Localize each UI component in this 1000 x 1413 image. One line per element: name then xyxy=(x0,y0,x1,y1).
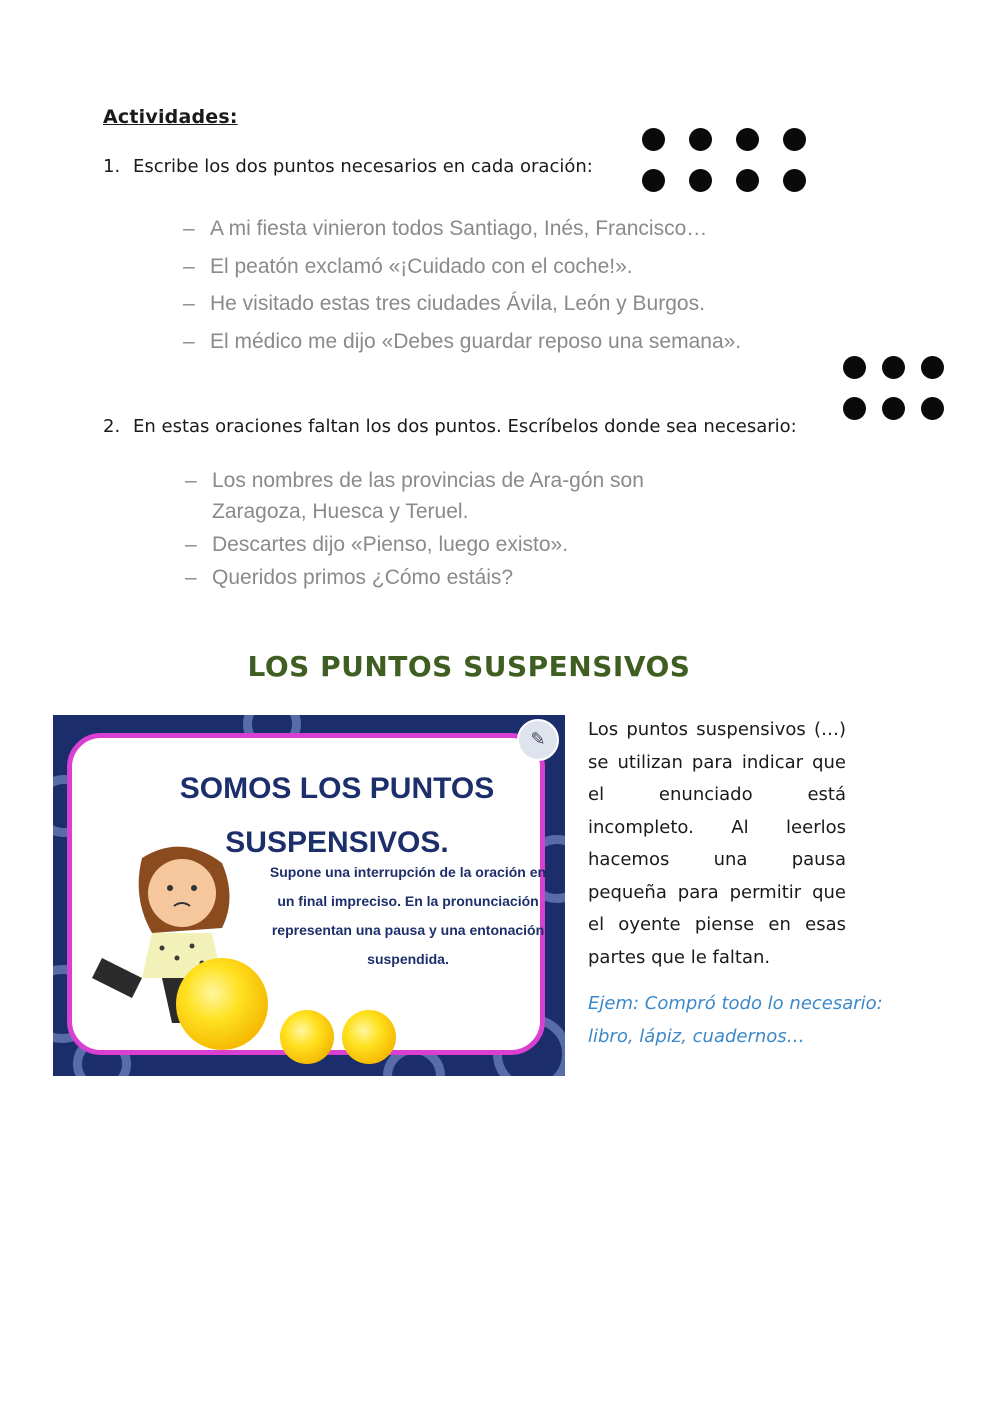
ball-icon xyxy=(342,1010,396,1064)
activity-2-sentence-list xyxy=(185,465,705,595)
dot-icon xyxy=(642,128,665,151)
card-panel xyxy=(67,733,545,1055)
explanation-paragraph: Los puntos suspensivos (…) se utilizan para indicar que el enunciado está incompleto. Al leerlos hacemos una pausa pequeña para permitir que el oyente piense en esas partes que le faltan. xyxy=(588,719,846,968)
dot-icon xyxy=(783,128,806,151)
colon-dots-group-1 xyxy=(642,128,806,192)
activity-1-instruction xyxy=(103,156,593,177)
activity-2-instruction xyxy=(103,416,797,437)
dot-icon xyxy=(882,397,905,420)
list-item: – Descartes dijo «Pienso, luego existo». xyxy=(185,529,705,560)
list-item: – Queridos primos ¿Cómo estáis? xyxy=(185,562,705,593)
large-ball-icon xyxy=(176,958,268,1050)
colon-dots-group-2 xyxy=(843,356,944,420)
activity-1-number: 1. xyxy=(103,156,121,177)
list-item: – El médico me dijo «Debes guardar reposo una semana». xyxy=(183,323,741,361)
dot-icon xyxy=(882,356,905,379)
dot-icon xyxy=(736,169,759,192)
dot-icon xyxy=(689,169,712,192)
dot-icon xyxy=(921,397,944,420)
dot-icon xyxy=(783,169,806,192)
list-item: – A mi fiesta vinieron todos Santiago, Inés, Francisco… xyxy=(183,210,741,248)
card-title-line-1: SOMOS LOS PUNTOS xyxy=(179,772,495,805)
dot-icon xyxy=(843,356,866,379)
activity-2-number: 2. xyxy=(103,416,121,437)
activity-1-text: Escribe los dos puntos necesarios en cada oración: xyxy=(133,156,593,177)
dot-icon xyxy=(689,128,712,151)
example-text: Ejem: Compró todo lo necesario: libro, lápiz, cuadernos… xyxy=(588,993,883,1047)
dot-icon xyxy=(921,356,944,379)
card-description: Supone una interrupción de la oración en un final impreciso. En la pronunciación representan una pausa y una entonación suspendida. xyxy=(269,864,547,967)
illustration-card xyxy=(53,715,565,1076)
list-item: – El peatón exclamó «¡Cuidado con el coche!». xyxy=(183,248,741,286)
dot-icon xyxy=(736,128,759,151)
list-item: – He visitado estas tres ciudades Ávila, León y Burgos. xyxy=(183,285,741,323)
card-title-line-2: SUSPENSIVOS. xyxy=(225,826,449,859)
activity-1-sentence-list xyxy=(183,210,741,360)
dot-icon xyxy=(642,169,665,192)
list-item: – Los nombres de las provincias de Ara-gón son Zaragoza, Huesca y Teruel. xyxy=(185,465,705,527)
dot-icon xyxy=(843,397,866,420)
section-title: LOS PUNTOS SUSPENSIVOS xyxy=(247,650,691,683)
activities-heading: Actividades: xyxy=(103,106,238,128)
ball-icon xyxy=(280,1010,334,1064)
logo-badge-icon: ✎ xyxy=(517,719,559,761)
activity-2-text: En estas oraciones faltan los dos puntos. Escríbelos donde sea necesario: xyxy=(133,416,797,437)
